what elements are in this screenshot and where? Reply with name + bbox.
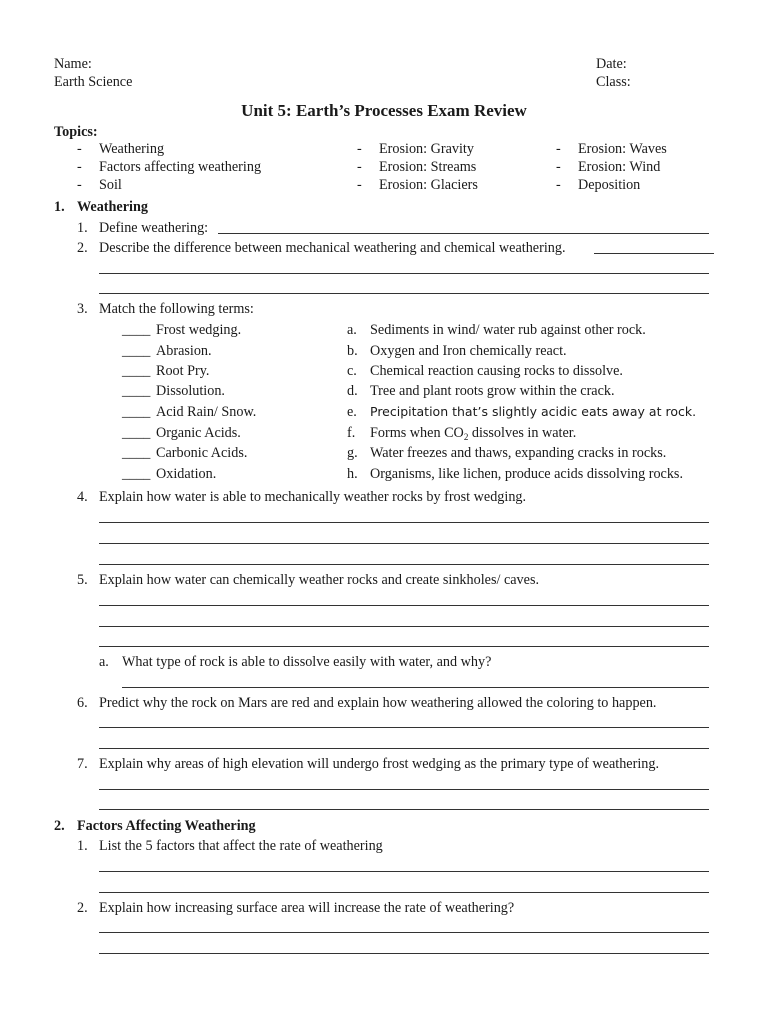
topic-item: Factors affecting weathering: [99, 159, 262, 175]
course-label: Earth Science: [54, 74, 133, 90]
co2-tail: dissolves in water.: [468, 425, 577, 441]
question-text: Explain how water is able to mechanically weather rocks by frost wedging.: [99, 489, 527, 505]
topic-item: Erosion: Gravity: [379, 141, 474, 157]
match-term: Oxidation.: [156, 466, 217, 482]
match-term: Organic Acids.: [156, 425, 241, 441]
answer-line[interactable]: [99, 953, 709, 954]
match-letter: c.: [347, 363, 357, 379]
topic-item: Erosion: Wind: [578, 159, 661, 175]
question-number: 2.: [77, 240, 88, 256]
answer-line[interactable]: [99, 564, 709, 565]
match-term: Abrasion.: [156, 343, 212, 359]
topics-heading: Topics:: [54, 124, 98, 140]
match-term: Dissolution.: [156, 383, 225, 399]
topic-dash: -: [77, 159, 82, 175]
match-term: Frost wedging.: [156, 322, 242, 338]
topic-item: Erosion: Waves: [578, 141, 667, 157]
answer-line[interactable]: [99, 809, 709, 810]
answer-line[interactable]: [99, 789, 709, 790]
topic-item: Weathering: [99, 141, 165, 157]
match-definition: Precipitation that’s slightly acidic eats away at rock.: [370, 404, 697, 419]
question-number: 6.: [77, 695, 88, 711]
topic-item: Deposition: [578, 177, 641, 193]
date-label: Date:: [596, 56, 627, 72]
answer-line[interactable]: [99, 522, 709, 523]
question-number: 1.: [77, 838, 88, 854]
question-text: Explain how water can chemically weather rocks and create sinkholes/ caves.: [99, 572, 540, 588]
answer-line[interactable]: [99, 543, 709, 544]
match-blank[interactable]: ____: [122, 466, 151, 482]
question-text: What type of rock is able to dissolve easily with water, and why?: [122, 654, 492, 670]
section1-number: 1.: [54, 199, 65, 215]
match-blank[interactable]: ____: [122, 343, 151, 359]
question-text: Explain why areas of high elevation will undergo frost wedging as the primary type of weathering.: [99, 756, 659, 772]
question-number: 5.: [77, 572, 88, 588]
co2-subscript: 2: [463, 432, 469, 442]
answer-line[interactable]: [99, 748, 709, 749]
co2-text: Forms when CO: [370, 425, 464, 441]
question-text: Explain how increasing surface area will increase the rate of weathering?: [99, 900, 515, 916]
answer-line[interactable]: [99, 932, 709, 933]
question-text: Define weathering:: [99, 220, 209, 236]
match-letter: h.: [347, 466, 358, 482]
question-number: 2.: [77, 900, 88, 916]
answer-line[interactable]: [122, 687, 709, 688]
match-definition: Tree and plant roots grow within the crack.: [370, 383, 615, 399]
section2-heading: Factors Affecting Weathering: [77, 818, 256, 834]
question-text: Describe the difference between mechanical weathering and chemical weathering.: [99, 240, 566, 256]
match-definition: Sediments in wind/ water rub against other rock.: [370, 322, 646, 338]
question-number: 7.: [77, 756, 88, 772]
section2-number: 2.: [54, 818, 65, 834]
match-definition: Water freezes and thaws, expanding cracks in rocks.: [370, 445, 667, 461]
question-number: 4.: [77, 489, 88, 505]
topic-dash: -: [556, 141, 561, 157]
match-letter: e.: [347, 404, 357, 420]
match-letter: b.: [347, 343, 358, 359]
match-definition: Organisms, like lichen, produce acids dissolving rocks.: [370, 466, 683, 482]
topic-item: Erosion: Glaciers: [379, 177, 478, 193]
topic-dash: -: [357, 177, 362, 193]
match-blank[interactable]: ____: [122, 425, 151, 441]
answer-line[interactable]: [99, 646, 709, 647]
match-letter: f.: [347, 425, 356, 441]
answer-line[interactable]: [99, 293, 709, 294]
answer-line[interactable]: [99, 727, 709, 728]
class-label: Class:: [596, 74, 631, 90]
answer-line[interactable]: [99, 273, 709, 274]
topic-dash: -: [77, 177, 82, 193]
answer-line[interactable]: [99, 605, 709, 606]
match-letter: d.: [347, 383, 358, 399]
page-title: Unit 5: Earth’s Processes Exam Review: [241, 101, 527, 120]
question-text: Predict why the rock on Mars are red and explain how weathering allowed the coloring to happen.: [99, 695, 657, 711]
question-number: a.: [99, 654, 109, 670]
match-letter: g.: [347, 445, 358, 461]
match-definition: [370, 424, 576, 446]
answer-line[interactable]: [99, 871, 709, 872]
topic-dash: -: [357, 159, 362, 175]
match-term: Root Pry.: [156, 363, 210, 379]
name-label: Name:: [54, 56, 92, 72]
question-number: 3.: [77, 301, 88, 317]
topic-dash: -: [357, 141, 362, 157]
answer-line[interactable]: [99, 892, 709, 893]
answer-line[interactable]: [99, 626, 709, 627]
match-letter: a.: [347, 322, 357, 338]
answer-line[interactable]: [218, 233, 709, 234]
match-blank[interactable]: ____: [122, 322, 151, 338]
question-text: List the 5 factors that affect the rate of weathering: [99, 838, 383, 854]
topic-item: Erosion: Streams: [379, 159, 477, 175]
match-term: Carbonic Acids.: [156, 445, 248, 461]
topic-dash: -: [556, 177, 561, 193]
match-blank[interactable]: ____: [122, 404, 151, 420]
section1-heading: Weathering: [77, 199, 148, 215]
question-text: Match the following terms:: [99, 301, 254, 317]
question-number: 1.: [77, 220, 88, 236]
topic-item: Soil: [99, 177, 122, 193]
match-definition: Chemical reaction causing rocks to dissolve.: [370, 363, 623, 379]
topic-dash: -: [556, 159, 561, 175]
match-blank[interactable]: ____: [122, 383, 151, 399]
answer-line[interactable]: [594, 253, 714, 254]
match-blank[interactable]: ____: [122, 363, 151, 379]
topic-dash: -: [77, 141, 82, 157]
match-term: Acid Rain/ Snow.: [156, 404, 257, 420]
match-blank[interactable]: ____: [122, 445, 151, 461]
match-definition: Oxygen and Iron chemically react.: [370, 343, 567, 359]
